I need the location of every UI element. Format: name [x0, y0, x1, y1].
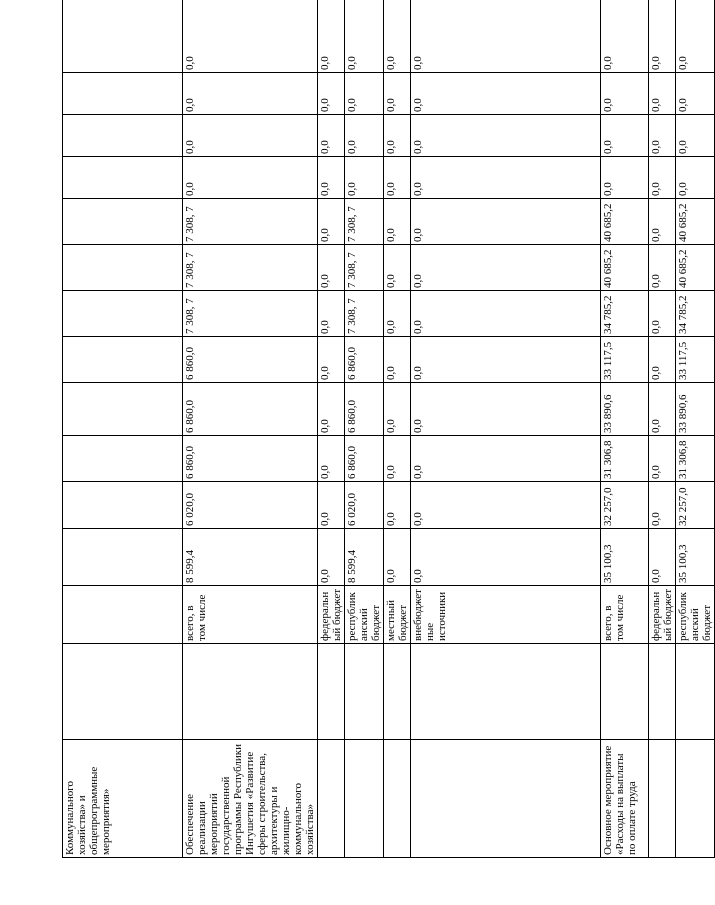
- value-cell: 0,0: [649, 73, 676, 115]
- funding-source-cell: федеральный бюджет: [649, 586, 676, 644]
- value-cell: [63, 383, 183, 436]
- value-cell: 8 599,4: [345, 529, 384, 586]
- value-cell: 0,0: [649, 291, 676, 337]
- value-cell: [63, 73, 183, 115]
- value-cell: 0,0: [411, 436, 601, 482]
- value-cell: 31 306,8: [676, 436, 715, 482]
- table-row: [384, 0, 411, 858]
- value-cell: 0,0: [384, 482, 411, 529]
- value-cell: 0,0: [318, 291, 345, 337]
- value-cell: 0,0: [318, 436, 345, 482]
- row-sub-cell: [676, 644, 715, 740]
- value-cell: 0,0: [345, 157, 384, 199]
- value-cell: 0,0: [649, 383, 676, 436]
- value-cell: 0,0: [384, 115, 411, 157]
- value-cell: 0,0: [345, 73, 384, 115]
- value-cell: 6 860,0: [345, 383, 384, 436]
- value-cell: 0,0: [318, 482, 345, 529]
- value-cell: 6 020,0: [183, 482, 318, 529]
- value-cell: 0,0: [676, 73, 715, 115]
- value-cell: 32 257,0: [601, 482, 649, 529]
- value-cell: 0,0: [649, 0, 676, 73]
- value-cell: [63, 436, 183, 482]
- value-cell: 0,0: [183, 73, 318, 115]
- value-cell: 0,0: [384, 0, 411, 73]
- value-cell: 33 117,5: [676, 337, 715, 383]
- value-cell: [63, 529, 183, 586]
- budget-table: [62, 0, 715, 858]
- value-cell: 0,0: [649, 157, 676, 199]
- table-row: [676, 0, 715, 858]
- value-cell: 0,0: [649, 199, 676, 245]
- value-cell: 40 685,2: [601, 245, 649, 291]
- table-body: [63, 0, 715, 858]
- value-cell: 33 890,6: [676, 383, 715, 436]
- row-name-cell: Обеспечение реализации мероприятий государственной программы Республики Ингушетия «Развитие сферы строительства, архитектуры и жилищно-коммунального хозяйства»: [183, 740, 318, 858]
- row-sub-cell: [601, 644, 649, 740]
- row-sub-cell: [345, 644, 384, 740]
- table-row: [601, 0, 649, 858]
- value-cell: 0,0: [411, 245, 601, 291]
- funding-source-cell: республиканский бюджет: [345, 586, 384, 644]
- value-cell: 0,0: [318, 199, 345, 245]
- funding-source-cell: республиканский бюджет: [676, 586, 715, 644]
- value-cell: 34 785,2: [676, 291, 715, 337]
- value-cell: [63, 0, 183, 73]
- value-cell: 0,0: [318, 383, 345, 436]
- row-sub-cell: [63, 644, 183, 740]
- table-row: [63, 0, 183, 858]
- value-cell: 7 308, 7: [345, 291, 384, 337]
- value-cell: 0,0: [601, 115, 649, 157]
- value-cell: [63, 199, 183, 245]
- value-cell: 0,0: [384, 529, 411, 586]
- row-name-cell: [649, 740, 676, 858]
- value-cell: 0,0: [384, 245, 411, 291]
- row-name-cell: Основное мероприятие «Расходы на выплаты по оплате труда: [601, 740, 649, 858]
- value-cell: 0,0: [649, 436, 676, 482]
- value-cell: 0,0: [411, 73, 601, 115]
- value-cell: 6 860,0: [183, 337, 318, 383]
- value-cell: 0,0: [318, 115, 345, 157]
- value-cell: 0,0: [318, 157, 345, 199]
- value-cell: 35 100,3: [676, 529, 715, 586]
- value-cell: 0,0: [411, 0, 601, 73]
- table-row: [345, 0, 384, 858]
- value-cell: 35 100,3: [601, 529, 649, 586]
- value-cell: 0,0: [411, 383, 601, 436]
- value-cell: 0,0: [649, 115, 676, 157]
- value-cell: 0,0: [384, 291, 411, 337]
- value-cell: 0,0: [318, 529, 345, 586]
- row-sub-cell: [183, 644, 318, 740]
- value-cell: 6 860,0: [345, 436, 384, 482]
- value-cell: 0,0: [649, 337, 676, 383]
- row-name-cell: [411, 740, 601, 858]
- value-cell: 0,0: [384, 157, 411, 199]
- value-cell: 0,0: [345, 115, 384, 157]
- value-cell: 0,0: [676, 157, 715, 199]
- value-cell: 0,0: [601, 157, 649, 199]
- value-cell: 7 308, 7: [183, 245, 318, 291]
- value-cell: 33 890,6: [601, 383, 649, 436]
- value-cell: 0,0: [649, 529, 676, 586]
- table-row: [318, 0, 345, 858]
- value-cell: 0,0: [676, 115, 715, 157]
- value-cell: 0,0: [384, 199, 411, 245]
- funding-source-cell: местный бюджет: [384, 586, 411, 644]
- value-cell: 7 308, 7: [183, 291, 318, 337]
- value-cell: 0,0: [384, 383, 411, 436]
- rotated-page: [62, 29, 713, 858]
- value-cell: 0,0: [345, 0, 384, 73]
- value-cell: 6 020,0: [345, 482, 384, 529]
- row-name-cell: [384, 740, 411, 858]
- funding-source-cell: федеральный бюджет: [318, 586, 345, 644]
- value-cell: 0,0: [411, 337, 601, 383]
- value-cell: 0,0: [411, 157, 601, 199]
- value-cell: 32 257,0: [676, 482, 715, 529]
- row-sub-cell: [384, 644, 411, 740]
- value-cell: 0,0: [183, 115, 318, 157]
- value-cell: 0,0: [384, 337, 411, 383]
- value-cell: 0,0: [649, 482, 676, 529]
- row-name-cell: [318, 740, 345, 858]
- table-row: [411, 0, 601, 858]
- value-cell: [63, 482, 183, 529]
- value-cell: 7 308, 7: [345, 245, 384, 291]
- value-cell: 0,0: [384, 436, 411, 482]
- funding-source-cell: всего, в том числе: [183, 586, 318, 644]
- row-name-cell: Коммунального хозяйства» и общепрограммные мероприятия»: [63, 740, 183, 858]
- value-cell: 34 785,2: [601, 291, 649, 337]
- value-cell: 0,0: [384, 73, 411, 115]
- value-cell: 7 308, 7: [183, 199, 318, 245]
- value-cell: 0,0: [601, 73, 649, 115]
- value-cell: 6 860,0: [183, 383, 318, 436]
- value-cell: 0,0: [318, 337, 345, 383]
- value-cell: [63, 245, 183, 291]
- funding-source-cell: всего, в том числе: [601, 586, 649, 644]
- value-cell: 0,0: [183, 0, 318, 73]
- value-cell: 7 308, 7: [345, 199, 384, 245]
- value-cell: [63, 291, 183, 337]
- value-cell: 40 685,2: [601, 199, 649, 245]
- funding-source-cell: [63, 586, 183, 644]
- value-cell: 40 685,2: [676, 199, 715, 245]
- value-cell: 31 306,8: [601, 436, 649, 482]
- value-cell: 0,0: [411, 529, 601, 586]
- value-cell: 0,0: [649, 245, 676, 291]
- value-cell: 33 117,5: [601, 337, 649, 383]
- table-row: [183, 0, 318, 858]
- value-cell: 40 685,2: [676, 245, 715, 291]
- value-cell: 0,0: [411, 199, 601, 245]
- value-cell: 0,0: [676, 0, 715, 73]
- value-cell: [63, 115, 183, 157]
- value-cell: 0,0: [318, 73, 345, 115]
- value-cell: 8 599,4: [183, 529, 318, 586]
- row-sub-cell: [411, 644, 601, 740]
- row-name-cell: [676, 740, 715, 858]
- value-cell: [63, 157, 183, 199]
- value-cell: 0,0: [411, 482, 601, 529]
- value-cell: 0,0: [318, 0, 345, 73]
- row-name-cell: [345, 740, 384, 858]
- value-cell: [63, 337, 183, 383]
- row-sub-cell: [318, 644, 345, 740]
- value-cell: 0,0: [411, 115, 601, 157]
- table-row: [649, 0, 676, 858]
- value-cell: 0,0: [183, 157, 318, 199]
- row-sub-cell: [649, 644, 676, 740]
- value-cell: 0,0: [411, 291, 601, 337]
- value-cell: 0,0: [601, 0, 649, 73]
- value-cell: 6 860,0: [183, 436, 318, 482]
- funding-source-cell: внебюджетные источники: [411, 586, 601, 644]
- value-cell: 6 860,0: [345, 337, 384, 383]
- value-cell: 0,0: [318, 245, 345, 291]
